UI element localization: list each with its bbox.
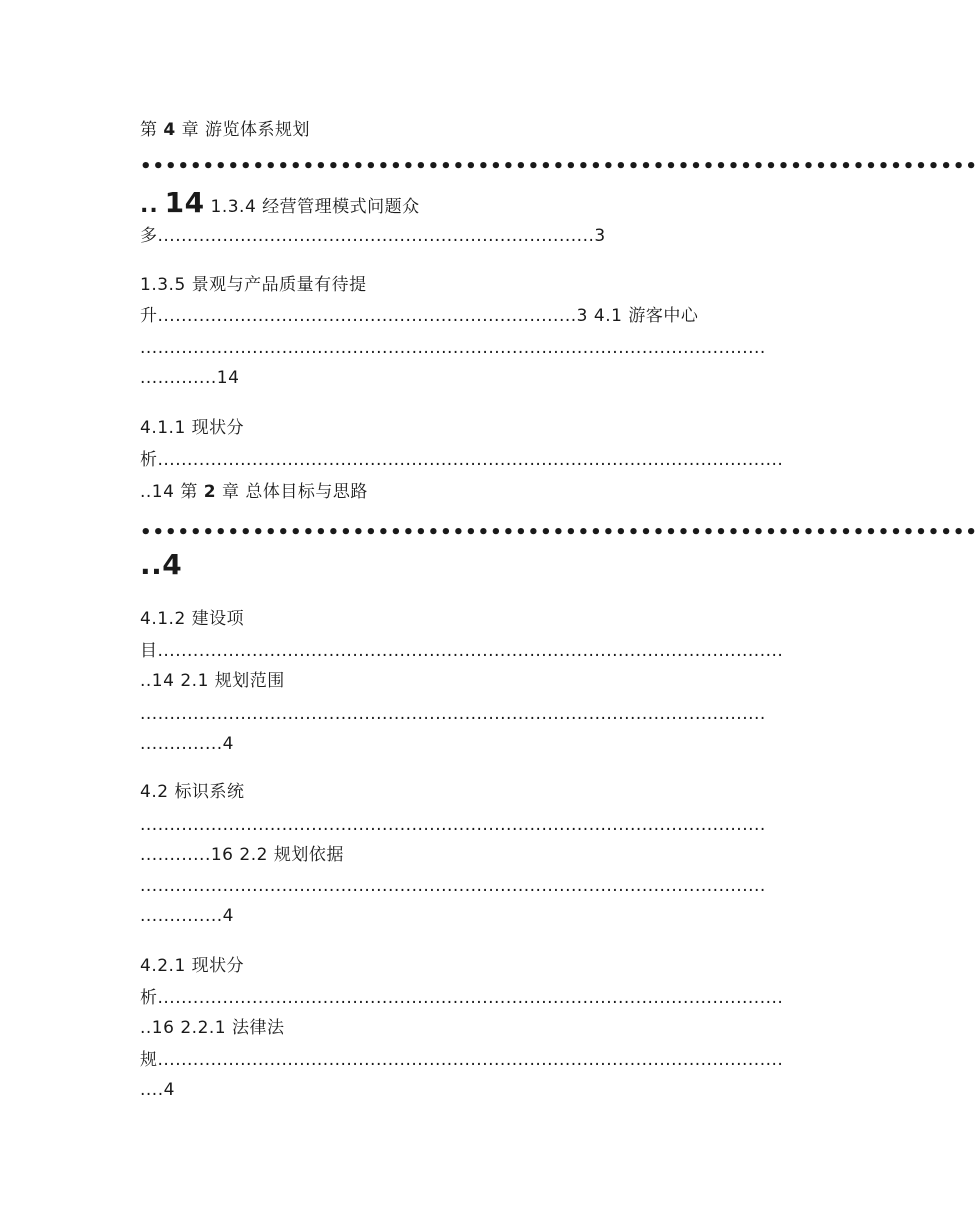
toc-entry-title: 4.2.1 现状分 xyxy=(140,956,245,976)
toc-leader: .......................................................................................................... xyxy=(140,704,766,724)
toc-leader: .......................................................................................................... xyxy=(140,876,766,896)
toc-page-number: ..16 xyxy=(140,1018,175,1038)
toc-leader: .......................................................................................................... xyxy=(140,338,766,358)
chapter-number: 2 xyxy=(203,482,217,502)
toc-page-number: ..............4 xyxy=(140,906,234,926)
toc-leader-bold: ••••••••••••••••••••••••••••••••••••••••••••••••••••••••••••••••••• xyxy=(140,522,978,543)
toc-leader-bold: ••••••••••••••••••••••••••••••••••••••••••••••••••••••••••••••••••• xyxy=(140,156,978,177)
toc-line xyxy=(140,671,810,691)
toc-entry-cont: 升.......................................................................3 xyxy=(140,306,588,326)
toc-line xyxy=(140,306,810,326)
toc-entry-title: 1.3.4 经营管理模式问题众 xyxy=(210,197,420,217)
toc-page-number: ....4 xyxy=(140,1080,175,1100)
toc-entry-title: 4.2 标识系统 xyxy=(140,782,245,802)
toc-entry-title: 2.2.1 法律法 xyxy=(180,1018,285,1038)
toc-entry-title: 2.2 规划依据 xyxy=(239,845,344,865)
toc-entry-cont: 规.......................................................................................................... xyxy=(140,1050,784,1070)
toc-page-number: ..14 xyxy=(140,671,175,691)
toc-page-number: .............14 xyxy=(140,368,240,388)
toc-page-number: ..............4 xyxy=(140,734,234,754)
toc-entry-title: 2.1 规划范围 xyxy=(180,671,285,691)
toc-entry-title: 4.1.1 现状分 xyxy=(140,418,245,438)
toc-page-number: ............16 xyxy=(140,845,234,865)
toc-chapter-4 xyxy=(140,120,810,140)
chapter-number: 4 xyxy=(163,120,176,140)
chapter-title: 章 游览体系规划 xyxy=(181,120,311,140)
toc-entry-title: 4.1 游客中心 xyxy=(593,306,699,326)
toc-line xyxy=(140,845,810,865)
toc-line xyxy=(140,548,810,582)
toc-entry-cont: 析.......................................................................................................... xyxy=(140,988,784,1008)
toc-entry-cont: 析.......................................................................................................... xyxy=(140,450,784,470)
chapter-prefix: 第 xyxy=(180,482,198,502)
toc-page-number: 14 xyxy=(164,186,205,219)
toc-page-number: ..4 xyxy=(140,548,183,581)
chapter-prefix: 第 xyxy=(140,120,158,140)
toc-line xyxy=(140,1018,810,1038)
toc-leader: .......................................................................................................... xyxy=(140,815,766,835)
toc-page-lead: .. xyxy=(140,193,159,218)
toc-line xyxy=(140,186,810,220)
toc-line xyxy=(140,482,810,502)
chapter-title: 章 总体目标与思路 xyxy=(222,482,368,502)
toc-entry-cont: 多..........................................................................3 xyxy=(140,226,606,246)
toc-entry-title: 1.3.5 景观与产品质量有待提 xyxy=(140,275,367,295)
toc-entry-cont: 目.......................................................................................................... xyxy=(140,641,784,661)
toc-page-number: ..14 xyxy=(140,482,175,502)
toc-entry-title: 4.1.2 建设项 xyxy=(140,609,245,629)
